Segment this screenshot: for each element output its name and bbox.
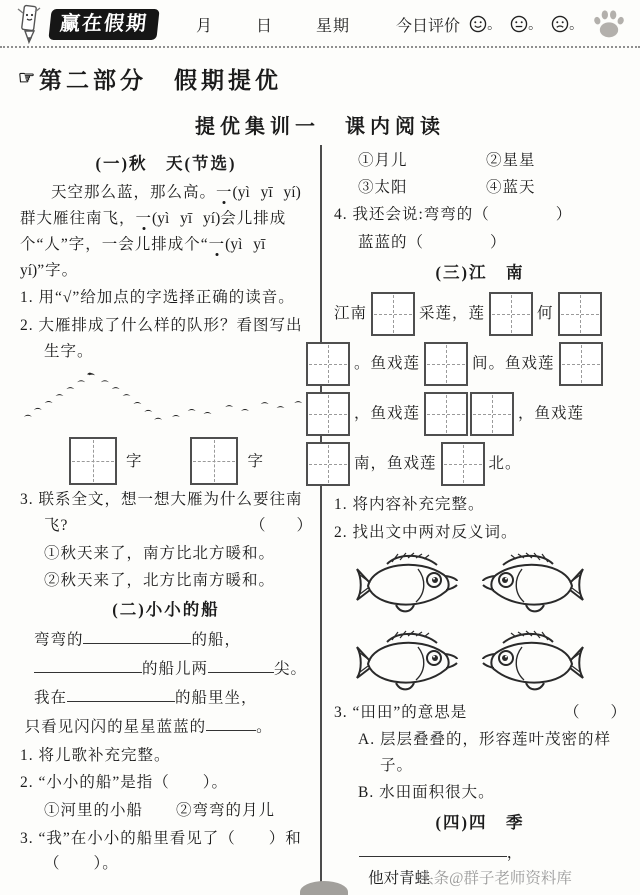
part-title: 第二部分 假期提优 — [39, 68, 283, 93]
song-question-2: 2. “小小的船”是指（ ）。 — [20, 774, 229, 792]
tianzige-writing-box[interactable] — [306, 442, 350, 486]
evaluation-label: 今日评价 — [396, 17, 461, 35]
tianzige-writing-box[interactable] — [190, 437, 238, 485]
fill-blank[interactable] — [359, 840, 507, 857]
poem-line-1 — [334, 292, 626, 336]
pencil-mascot-icon — [14, 3, 44, 45]
poem-text: 采莲，莲 — [419, 305, 486, 323]
watermark: 头条@群子老师资料库 — [418, 869, 572, 887]
pinyin-choices: (yì yī yí) — [20, 235, 266, 279]
tianzige-writing-box[interactable] — [489, 292, 533, 336]
option-B: B. 水田面积很大。 — [358, 783, 495, 801]
tianzige-writing-box[interactable] — [371, 292, 415, 336]
seasons-line-2 — [334, 866, 626, 892]
poem-text: 。鱼戏莲 — [354, 355, 421, 373]
month-label: 月 — [196, 17, 214, 35]
fill-blank[interactable] — [83, 627, 191, 644]
song-text: 。 — [256, 717, 273, 735]
check-circle: 。 — [528, 18, 543, 33]
poem-text: 北。 — [488, 455, 522, 473]
answer-bracket[interactable]: （ ） — [563, 703, 626, 721]
brand-logo: 赢在假期 — [48, 9, 159, 40]
answer-bracket[interactable]: （ ） — [249, 517, 312, 535]
q3-options-row-1 — [334, 148, 626, 174]
passage-text: 会儿排成个“人”字，一会儿排成个“ — [20, 210, 287, 253]
writing-group — [190, 437, 263, 485]
poem-text: 何 — [537, 305, 554, 323]
section2-heading: (二)小小的船 — [112, 600, 220, 620]
tianzige-writing-box[interactable] — [69, 437, 117, 485]
option-A: A. 层层叠叠的，形容莲叶茂密的样子。 — [358, 731, 611, 775]
paw-print-icon — [592, 9, 626, 39]
song-text: 尖。 — [273, 659, 307, 677]
page-header — [0, 0, 640, 48]
date-fields — [158, 13, 350, 36]
double-writing-box[interactable] — [420, 392, 518, 436]
tianzige-writing-box[interactable] — [559, 342, 603, 386]
geese-pictures — [20, 366, 312, 431]
option-moon: ①月儿 — [358, 152, 408, 169]
pointing-hand-icon: ☞ — [18, 68, 36, 89]
smiley-sad-icon — [551, 15, 569, 33]
poem-line-2 — [334, 342, 626, 386]
option-sun: ③太阳 — [358, 178, 408, 196]
question-2: 2. 大雁排成了什么样的队形？看图写出生字。 — [20, 316, 303, 360]
jiangnan-question-2: 2. 找出文中两对反义词。 — [334, 523, 518, 541]
tianzige-writing-box[interactable] — [306, 392, 350, 436]
song-question-1: 1. 将儿歌补充完整。 — [20, 746, 171, 764]
dotted-char: 一 — [216, 184, 233, 202]
song-question-2-options: ①河里的小船 ②弯弯的月儿 — [44, 802, 276, 820]
dotted-char: 一 — [135, 210, 153, 228]
check-circle: 。 — [487, 18, 502, 33]
passage-text: 群大雁往南飞， — [20, 210, 136, 228]
smiley-happy-icon — [469, 15, 487, 33]
pinyin-choices: (yì yī yí) — [232, 184, 301, 202]
zi-label: 字 — [247, 452, 263, 470]
check-circle: 。 — [569, 18, 584, 33]
poem-line-3 — [334, 392, 626, 436]
question-text: 3. “田田”的意思是 — [334, 703, 468, 721]
fill-blank[interactable] — [208, 656, 274, 673]
section1-heading: (一)秋 天(节选) — [95, 154, 237, 173]
content-columns — [0, 145, 640, 892]
section3-heading: (三)江 南 — [435, 262, 525, 282]
passage-text: ”字。 — [37, 261, 79, 279]
dotted-char: 一 — [208, 235, 226, 253]
day-label: 日 — [256, 17, 274, 35]
daily-evaluation — [396, 13, 583, 36]
section4-heading: (四)四 季 — [435, 812, 525, 832]
poem-line-4 — [334, 442, 626, 486]
poem-text: 南，鱼戏莲 — [354, 455, 437, 473]
geese-line-formation-image — [170, 395, 310, 429]
week-label: 星期 — [316, 17, 351, 35]
song-line-3 — [20, 685, 312, 711]
poem-text: 间。鱼戏莲 — [472, 355, 555, 373]
right-column — [320, 145, 628, 892]
zi-label: 字 — [125, 452, 142, 470]
part-title-row — [0, 48, 640, 95]
character-writing-row — [20, 437, 312, 485]
question-3-text: 3. 联系全文，想一想大雁为什么要往南飞? — [20, 491, 303, 535]
question-3-option-1: ①秋天来了，南方比北方暖和。 — [44, 544, 276, 562]
passage-text: 天空那么蓝，那么高。 — [51, 184, 217, 202]
fill-blank[interactable] — [34, 656, 142, 673]
poem-text: ， — [506, 844, 523, 862]
song-line-1 — [20, 627, 312, 653]
smiley-neutral-icon — [510, 15, 528, 33]
question-4: 4. 我还会说:弯弯的（ ） — [334, 206, 573, 224]
seasons-blank-line — [334, 840, 626, 866]
question-3 — [20, 487, 312, 538]
tianzige-writing-box[interactable] — [558, 292, 602, 336]
fill-blank[interactable] — [206, 714, 256, 731]
option-stars: ②星星 — [486, 152, 536, 169]
poem-text: 他对青蛙 — [368, 869, 431, 887]
tianzige-writing-box[interactable] — [441, 442, 485, 486]
writing-group — [69, 437, 142, 485]
song-question-3: 3. “我”在小小的船里看见了（ ）和（ ）。 — [20, 829, 302, 873]
song-text: 的船， — [191, 630, 241, 648]
fish-illustration — [334, 550, 626, 698]
question-1: 1. 用“√”给加点的字选择正确的读音。 — [20, 289, 295, 307]
poem-text: 江南 — [334, 305, 368, 323]
lesson-subtitle: 提优集训一 课内阅读 — [195, 116, 445, 138]
jiangnan-question-3 — [334, 700, 626, 726]
fill-blank[interactable] — [67, 685, 175, 702]
left-column — [12, 145, 320, 892]
tianzige-writing-box[interactable] — [306, 342, 350, 386]
poem-text: ，鱼戏莲 — [354, 405, 421, 423]
jiangnan-question-1: 1. 将内容补充完整。 — [334, 496, 485, 514]
geese-v-formation-image — [22, 371, 170, 429]
song-text: 弯弯的 — [33, 630, 84, 648]
poem-text: ，鱼戏莲 — [518, 405, 585, 423]
song-text: 的船儿两 — [141, 659, 208, 677]
song-line-2 — [20, 656, 312, 682]
song-text: 的船里坐， — [174, 688, 258, 706]
question-3-option-2: ②秋天来了，北方比南方暖和。 — [44, 571, 276, 589]
autumn-passage — [20, 180, 312, 283]
song-text: 我在 — [33, 688, 67, 706]
option-bluesky: ④蓝天 — [486, 178, 536, 196]
tianzige-writing-box[interactable] — [424, 342, 468, 386]
song-line-4 — [20, 714, 312, 740]
pinyin-choices: (yì yī yí) — [152, 210, 221, 228]
question-4-line-2: 蓝蓝的（ ） — [358, 234, 507, 252]
song-text: 只看见闪闪的星星蓝蓝的 — [24, 717, 207, 735]
q3-options-row-2 — [334, 175, 626, 201]
